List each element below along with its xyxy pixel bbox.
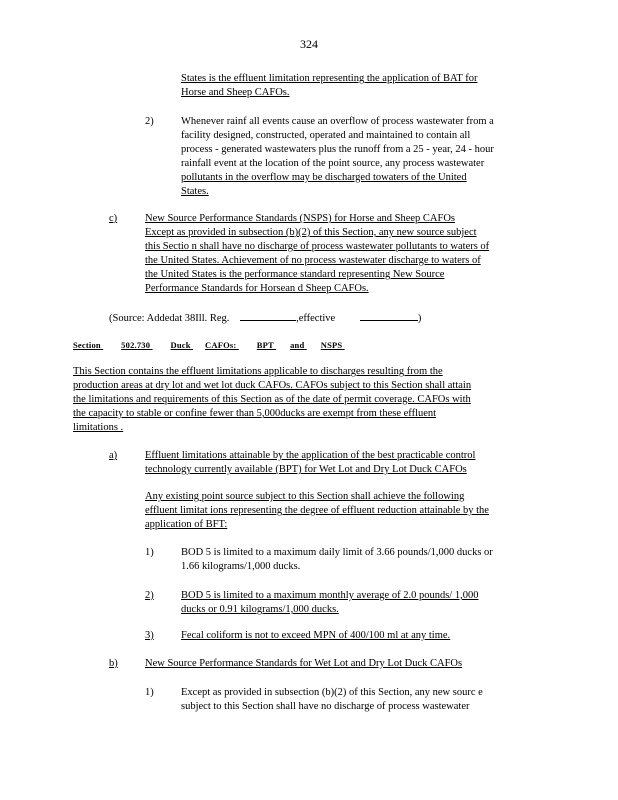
section-title-word: Duck	[170, 340, 191, 350]
item-2-line: facility designed, constructed, operated and maintained to contain all	[181, 130, 471, 141]
item-2-marker: 2)	[145, 116, 154, 127]
item-2-paragraph	[181, 115, 494, 199]
item-a2-paragraph	[181, 589, 478, 617]
item-c-paragraph	[145, 212, 489, 296]
item-b-marker: b)	[109, 658, 118, 669]
section-title-word: BPT	[256, 340, 274, 350]
section-number: 502.730	[121, 340, 151, 350]
item-a-para-line: effluent limitat ions representing the degree of effluent reduction attainable by the	[145, 505, 489, 516]
section-para-line: limitations .	[73, 422, 124, 433]
intro-line: Horse and Sheep CAFOs.	[181, 87, 290, 98]
item-b1-line: Except as provided in subsection (b)(2) of this Section, any new sourc e	[181, 687, 483, 698]
item-2-line: Whenever rainf all events cause an overflow of process wastewater from a	[181, 116, 494, 127]
item-a-marker: a)	[109, 450, 118, 461]
item-c-line: the United States is the performance standard representing New Source	[145, 269, 445, 280]
section-label: Section	[73, 340, 101, 350]
item-2-line: process - generated wastewaters plus the runoff from a 25 - year, 24 - hour	[181, 144, 494, 155]
section-title-word: NSPS	[320, 340, 343, 350]
section-para-line: This Section contains the effluent limitations applicable to discharges resulting from the	[73, 366, 443, 377]
item-a-para-line: application of BFT:	[145, 519, 228, 530]
item-b1-marker: 1)	[145, 687, 154, 698]
item-2-line: pollutants in the overflow may be discharged towaters of the United	[181, 172, 467, 183]
item-c-line: New Source Performance Standards (NSPS) for Horse and Sheep CAFOs	[145, 213, 455, 224]
page-number: 324	[300, 37, 318, 51]
section-title-word: and	[290, 340, 305, 350]
item-a1-marker: 1)	[145, 547, 154, 558]
item-b1-paragraph	[181, 686, 483, 714]
section-heading	[73, 340, 367, 350]
source-note	[109, 310, 421, 326]
item-b-heading-line: New Source Performance Standards for Wet Lot and Dry Lot Duck CAFOs	[145, 658, 463, 669]
source-close: )	[417, 313, 422, 324]
item-a2-marker: 2)	[145, 590, 154, 601]
item-a2-line: BOD 5 is limited to a maximum monthly average of 2.0 pounds/ 1,000	[181, 590, 479, 601]
item-a3-marker: 3)	[145, 630, 154, 641]
item-c-line: this Sectio n shall have no discharge of process wastewater pollutants to waters of	[145, 241, 490, 252]
section-title-word: CAFOs:	[205, 340, 237, 350]
source-text: (Source: Addedat 38Ill. Reg.	[109, 313, 230, 324]
item-c-line: Except as provided in subsection (b)(2) of this Section, any new source subject	[145, 227, 477, 238]
item-2-line: rainfall event at the location of the point source, any process wastewater	[181, 158, 485, 169]
item-b-heading	[145, 657, 462, 671]
section-para-line: the limitations and requirements of this Section as of the date of permit coverage. CAFOs with	[73, 394, 471, 405]
item-a2-line: ducks or 0.91 kilograms/1,000 ducks.	[181, 604, 339, 615]
item-a-para-line: Any existing point source subject to this Section shall achieve the following	[145, 491, 465, 502]
item-a-heading	[145, 449, 475, 477]
item-2-line: States.	[181, 186, 209, 197]
item-c-marker: c)	[109, 213, 118, 224]
item-c-line: Performance Standards for Horsean d Sheep CAFOs.	[145, 283, 369, 294]
item-c-line: the United States. Achievement of no process wastewater discharge to waters of	[145, 255, 481, 266]
effective-blank	[360, 310, 418, 321]
item-a1-line: BOD 5 is limited to a maximum daily limit of 3.66 pounds/1,000 ducks or	[181, 547, 493, 558]
item-b1-line: subject to this Section shall have no discharge of process wastewater	[181, 701, 470, 712]
intro-line: States is the effluent limitation representing the application of BAT for	[181, 73, 478, 84]
item-a3-line: Fecal coliform is not to exceed MPN of 400/100 ml at any time.	[181, 630, 451, 641]
section-para-line: production areas at dry lot and wet lot duck CAFOs. CAFOs subject to this Section shall attain	[73, 380, 472, 391]
item-a1-line: 1.66 kilograms/1,000 ducks.	[181, 561, 301, 572]
item-a-paragraph	[145, 490, 489, 532]
section-para-line: the capacity to stable or confine fewer than 5,000ducks are exempt from these effluent	[73, 408, 437, 419]
reg-blank	[240, 310, 296, 321]
intro-paragraph	[181, 72, 477, 100]
item-a-heading-line: technology currently available (BPT) for Wet Lot and Dry Lot Duck CAFOs	[145, 464, 467, 475]
section-paragraph	[73, 365, 471, 435]
item-a3-paragraph	[181, 629, 450, 643]
item-a-heading-line: Effluent limitations attainable by the application of the best practicable control	[145, 450, 476, 461]
effective-label: ,effective	[296, 313, 336, 324]
item-a1-paragraph	[181, 546, 493, 574]
